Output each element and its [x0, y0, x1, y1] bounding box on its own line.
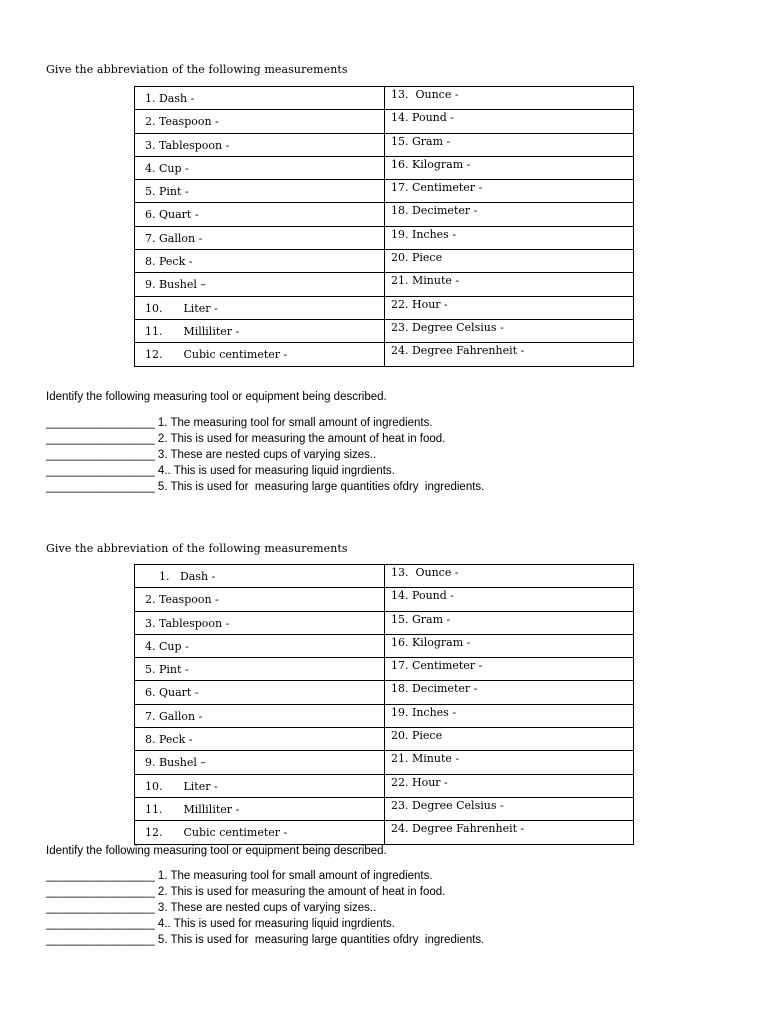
measurement-cell: 7. Gallon -	[145, 709, 203, 723]
measurement-cell: 15. Gram -	[391, 612, 451, 626]
measurement-cell: 12. Cubic centimeter -	[145, 348, 288, 362]
table-row	[135, 728, 634, 751]
table-row	[135, 273, 634, 296]
measurement-cell: 16. Kilogram -	[391, 635, 471, 649]
table-row	[135, 588, 634, 611]
table-row	[135, 565, 634, 588]
section-2-identify-heading: Identify the following measuring tool or equipment being described.	[46, 845, 387, 857]
section-1-heading: Give the abbreviation of the following measurements	[46, 63, 348, 76]
measurement-cell: 5. Pint -	[145, 663, 189, 677]
measurement-cell: 11. Milliliter -	[145, 324, 240, 338]
measurement-cell: 4. Cup -	[145, 639, 189, 653]
measurement-cell: 10. Liter -	[145, 301, 218, 315]
measurement-cell: 11. Milliliter -	[145, 802, 240, 816]
measurement-cell: 5. Pint -	[145, 185, 189, 199]
measurement-cell: 1. Dash -	[145, 92, 195, 105]
list-item: _________________ 3. These are nested cups of varying sizes..	[46, 902, 377, 914]
list-item: _________________ 4.. This is used for measuring liquid ingrdients.	[46, 465, 395, 477]
measurement-cell: 3. Tablespoon -	[145, 138, 230, 152]
measurement-cell: 13. Ounce -	[391, 566, 459, 579]
table-row	[135, 634, 634, 657]
table-row	[135, 250, 634, 273]
measurement-cell: 17. Centimeter -	[391, 659, 483, 673]
table-row	[135, 180, 634, 203]
table-row	[135, 156, 634, 179]
measurement-cell: 12. Cubic centimeter -	[145, 826, 288, 840]
measurement-cell: 19. Inches -	[391, 705, 457, 719]
table-row	[135, 611, 634, 634]
list-item: _________________ 1. The measuring tool for small amount of ingredients.	[46, 870, 433, 882]
table-row	[135, 704, 634, 727]
measurement-cell: 19. Inches -	[391, 227, 457, 241]
measurement-cell: 22. Hour -	[391, 297, 448, 311]
measurement-cell: 6. Quart -	[145, 208, 199, 222]
table-row	[135, 110, 634, 133]
measurement-cell: 8. Peck -	[145, 733, 193, 747]
measurement-cell: 15. Gram -	[391, 134, 451, 148]
measurement-cell: 13. Ounce -	[391, 88, 459, 101]
measurement-cell: 24. Degree Fahrenheit -	[391, 822, 525, 836]
measurement-cell: 9. Bushel –	[145, 278, 206, 292]
measurement-cell: 2. Teaspoon -	[145, 115, 219, 129]
table-row	[135, 751, 634, 774]
measurement-cell: 18. Decimeter -	[391, 204, 478, 218]
measurement-cell: 21. Minute -	[391, 274, 460, 288]
table-row	[135, 681, 634, 704]
measurement-cell: 8. Peck -	[145, 255, 193, 269]
list-item: _________________ 2. This is used for measuring the amount of heat in food.	[46, 886, 446, 898]
measurement-cell: 1. Dash -	[145, 570, 216, 583]
table-row	[135, 133, 634, 156]
section-2-heading: Give the abbreviation of the following measurements	[46, 542, 348, 555]
table-row	[135, 226, 634, 249]
measurement-cell: 14. Pound -	[391, 589, 454, 603]
measurement-cell: 9. Bushel –	[145, 756, 206, 770]
section-2-identify-list	[46, 868, 484, 948]
section-1-abbreviation-table	[134, 86, 634, 367]
section-1-identify-list	[46, 415, 484, 495]
measurement-cell: 18. Decimeter -	[391, 682, 478, 696]
list-item: _________________ 2. This is used for measuring the amount of heat in food.	[46, 433, 446, 445]
measurement-cell: 23. Degree Celsius -	[391, 798, 504, 812]
measurement-cell: 4. Cup -	[145, 161, 189, 175]
measurement-cell: 20. Piece	[391, 729, 443, 743]
measurement-cell: 17. Centimeter -	[391, 181, 483, 195]
table-row	[135, 296, 634, 319]
section-2-abbreviation-table	[134, 564, 634, 845]
measurement-cell: 2. Teaspoon -	[145, 593, 219, 607]
measurement-cell: 10. Liter -	[145, 779, 218, 793]
list-item: _________________ 1. The measuring tool for small amount of ingredients.	[46, 417, 433, 429]
section-1-identify-heading: Identify the following measuring tool or equipment being described.	[46, 391, 387, 403]
measurement-cell: 23. Degree Celsius -	[391, 320, 504, 334]
list-item: _________________ 5. This is used for measuring large quantities ofdry ingredients.	[46, 934, 485, 946]
measurement-cell: 16. Kilogram -	[391, 157, 471, 171]
table-row	[135, 203, 634, 226]
table-row	[135, 343, 634, 366]
table-row	[135, 821, 634, 844]
table-row	[135, 319, 634, 342]
measurement-cell: 14. Pound -	[391, 111, 454, 125]
table-row	[135, 87, 634, 110]
list-item: _________________ 3. These are nested cups of varying sizes..	[46, 449, 377, 461]
measurement-cell: 7. Gallon -	[145, 231, 203, 245]
measurement-cell: 20. Piece	[391, 251, 443, 265]
table-row	[135, 797, 634, 820]
measurement-cell: 21. Minute -	[391, 752, 460, 766]
measurement-cell: 24. Degree Fahrenheit -	[391, 344, 525, 358]
table-row	[135, 774, 634, 797]
measurement-cell: 6. Quart -	[145, 686, 199, 700]
measurement-cell: 22. Hour -	[391, 775, 448, 789]
list-item: _________________ 5. This is used for measuring large quantities ofdry ingredients.	[46, 481, 485, 493]
measurement-cell: 3. Tablespoon -	[145, 616, 230, 630]
table-row	[135, 658, 634, 681]
list-item: _________________ 4.. This is used for measuring liquid ingrdients.	[46, 918, 395, 930]
